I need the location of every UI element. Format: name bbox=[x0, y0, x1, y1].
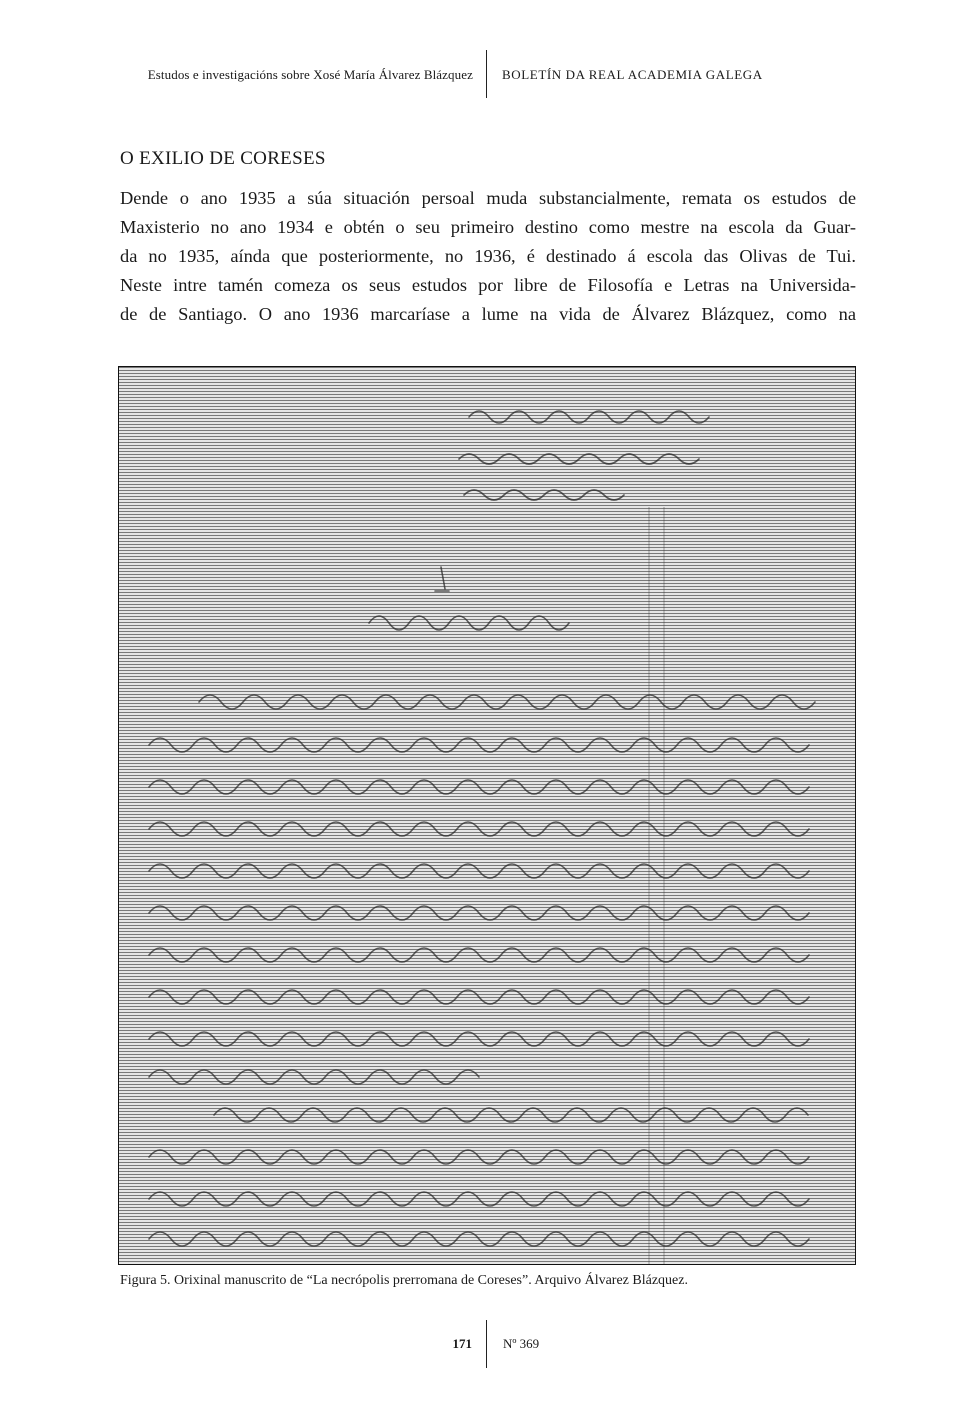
header-series-title: Estudos e investigacións sobre Xosé María Álvarez Blázquez bbox=[147, 67, 473, 82]
body-line: da no 1935, aínda que posteriormente, no 1936, é destinado á escola das Olivas de Tui. bbox=[120, 246, 856, 266]
running-header bbox=[0, 50, 975, 100]
body-line: de de Santiago. O ano 1936 marcaríase a lume na vida de Álvarez Blázquez, como na bbox=[120, 304, 856, 324]
issue-number: Nº 369 bbox=[503, 1336, 540, 1351]
body-line: Neste intre tamén comeza os seus estudos por libre de Filosofía e Letras na Universida- bbox=[120, 275, 856, 295]
page-number: 171 bbox=[452, 1336, 472, 1351]
figure-caption: Figura 5. Orixinal manuscrito de “La necrópolis prerromana de Coreses”. Arquivo Álvarez Blázquez. bbox=[120, 1273, 688, 1288]
section-heading: O EXILIO DE CORESES bbox=[120, 148, 326, 169]
manuscript-figure-image bbox=[118, 366, 856, 1265]
running-footer bbox=[0, 1320, 975, 1370]
footer-divider bbox=[486, 1320, 487, 1368]
body-line: Dende o ano 1935 a súa situación persoal muda substancialmente, remata os estudos de bbox=[120, 188, 856, 208]
manuscript-scribbles bbox=[119, 367, 856, 1265]
body-paragraph bbox=[120, 184, 856, 329]
body-line: Maxisterio no ano 1934 e obtén o seu primeiro destino como mestre na escola da Guar- bbox=[120, 217, 856, 237]
header-divider bbox=[486, 50, 487, 98]
header-journal-title: BOLETÍN DA REAL ACADEMIA GALEGA bbox=[502, 67, 763, 82]
